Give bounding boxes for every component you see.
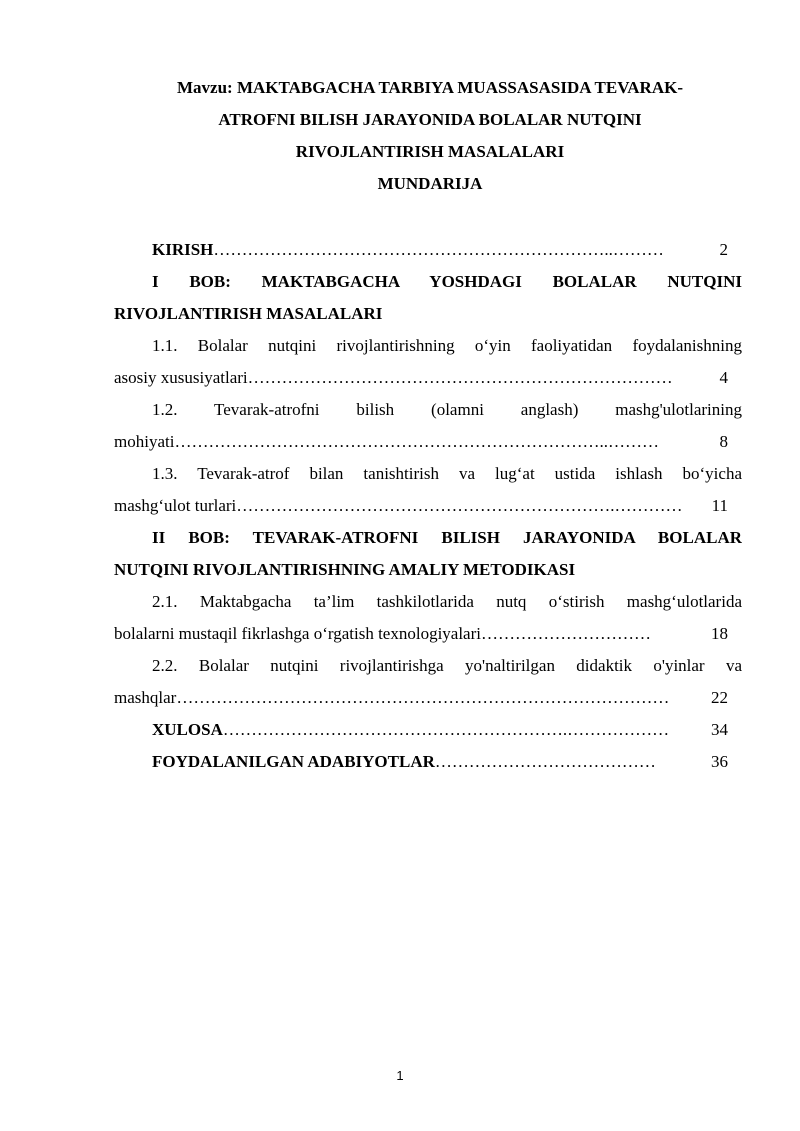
title-line-3: RIVOJLANTIRISH MASALALARI (295, 142, 565, 161)
toc-page-number: 22 (711, 688, 728, 707)
chapter-2-heading-line-1: II BOB: TEVARAK-ATROFNI BILISH JARAYONIDA BOLALAR (152, 528, 742, 547)
toc-page-number: 8 (719, 432, 728, 451)
toc-leader-dots: ……………………………………………………………..……… (213, 240, 664, 259)
toc-leader-dots: ………………………………………………………………… (247, 368, 673, 387)
toc-entry-label: FOYDALANILGAN ADABIYOTLAR (152, 752, 435, 771)
toc-leader-dots: ………………………………………………………….………… (236, 496, 683, 515)
toc-entry-1-3-line-1: 1.3. Tevarak-atrof bilan tanishtirish va lug‘at ustida ishlash bo‘yicha (152, 464, 742, 483)
toc-entry-text: bolalarni mustaqil fikrlashga o‘rgatish texnologiyalari (114, 624, 481, 643)
toc-page-number: 34 (711, 720, 728, 739)
toc-entry-1-2-line-1: 1.2. Tevarak-atrofni bilish (olamni anglash) mashg'ulotlarining (152, 400, 742, 419)
toc-entry-kirish (114, 234, 742, 266)
toc-entry-2-1-line-2 (114, 618, 742, 650)
toc-page-number: 2 (719, 240, 728, 259)
toc-leader-dots: …………………………………………………….……………… (222, 720, 670, 739)
contents-heading: MUNDARIJA (377, 174, 483, 193)
toc-leader-dots: ………………………………… (434, 752, 656, 771)
toc-leader-dots: …………………………………………………………………..……… (174, 432, 659, 451)
toc-entry-2-2-line-1: 2.2. Bolalar nutqini rivojlantirishga yo'naltirilgan didaktik o'yinlar va (152, 656, 742, 675)
chapter-1-heading-line-1: I BOB: MAKTABGACHA YOSHDAGI BOLALAR NUTQINI (152, 272, 742, 291)
toc-page-number: 4 (719, 368, 728, 387)
document-title (100, 72, 760, 200)
toc-entry-text: mohiyati (114, 432, 175, 451)
toc-entry-text: mashg‘ulot turlari (114, 496, 237, 515)
toc-entry-1-1-line-2 (114, 362, 742, 394)
toc-entry-label: KIRISH (152, 240, 214, 259)
toc-entry-xulosa (114, 714, 742, 746)
toc-entry-1-1-line-1: 1.1. Bolalar nutqini rivojlantirishning o‘yin faoliyatidan foydalanishning (152, 336, 742, 355)
toc-page-number: 18 (711, 624, 728, 643)
toc-entry-2-1-line-1: 2.1. Maktabgacha ta’lim tashkilotlarida nutq o‘stirish mashg‘ulotlarida (152, 592, 742, 611)
chapter-1-heading-line-2: RIVOJLANTIRISH MASALALARI (114, 304, 383, 323)
toc-entry-text: mashqlar (114, 688, 177, 707)
chapter-2-heading-line-2: NUTQINI RIVOJLANTIRISHNING AMALIY METODIKASI (114, 560, 576, 579)
toc-leader-dots: ………………………… (481, 624, 651, 643)
page-number: 1 (396, 1068, 404, 1083)
toc-entry-label: XULOSA (152, 720, 223, 739)
toc-page-number: 36 (711, 752, 728, 771)
title-line-2: ATROFNI BILISH JARAYONIDA BOLALAR NUTQINI (218, 110, 642, 129)
table-of-contents (114, 234, 742, 778)
toc-entry-1-3-line-2 (114, 490, 742, 522)
toc-leader-dots: …………………………………………………………………………… (176, 688, 670, 707)
toc-entry-adabiyotlar (114, 746, 742, 778)
toc-entry-1-2-line-2 (114, 426, 742, 458)
toc-page-number: 11 (711, 496, 728, 515)
toc-entry-text: asosiy xususiyatlari (114, 368, 248, 387)
title-line-1: Mavzu: MAKTABGACHA TARBIYA MUASSASASIDA TEVARAK- (177, 78, 683, 97)
toc-entry-2-2-line-2 (114, 682, 742, 714)
